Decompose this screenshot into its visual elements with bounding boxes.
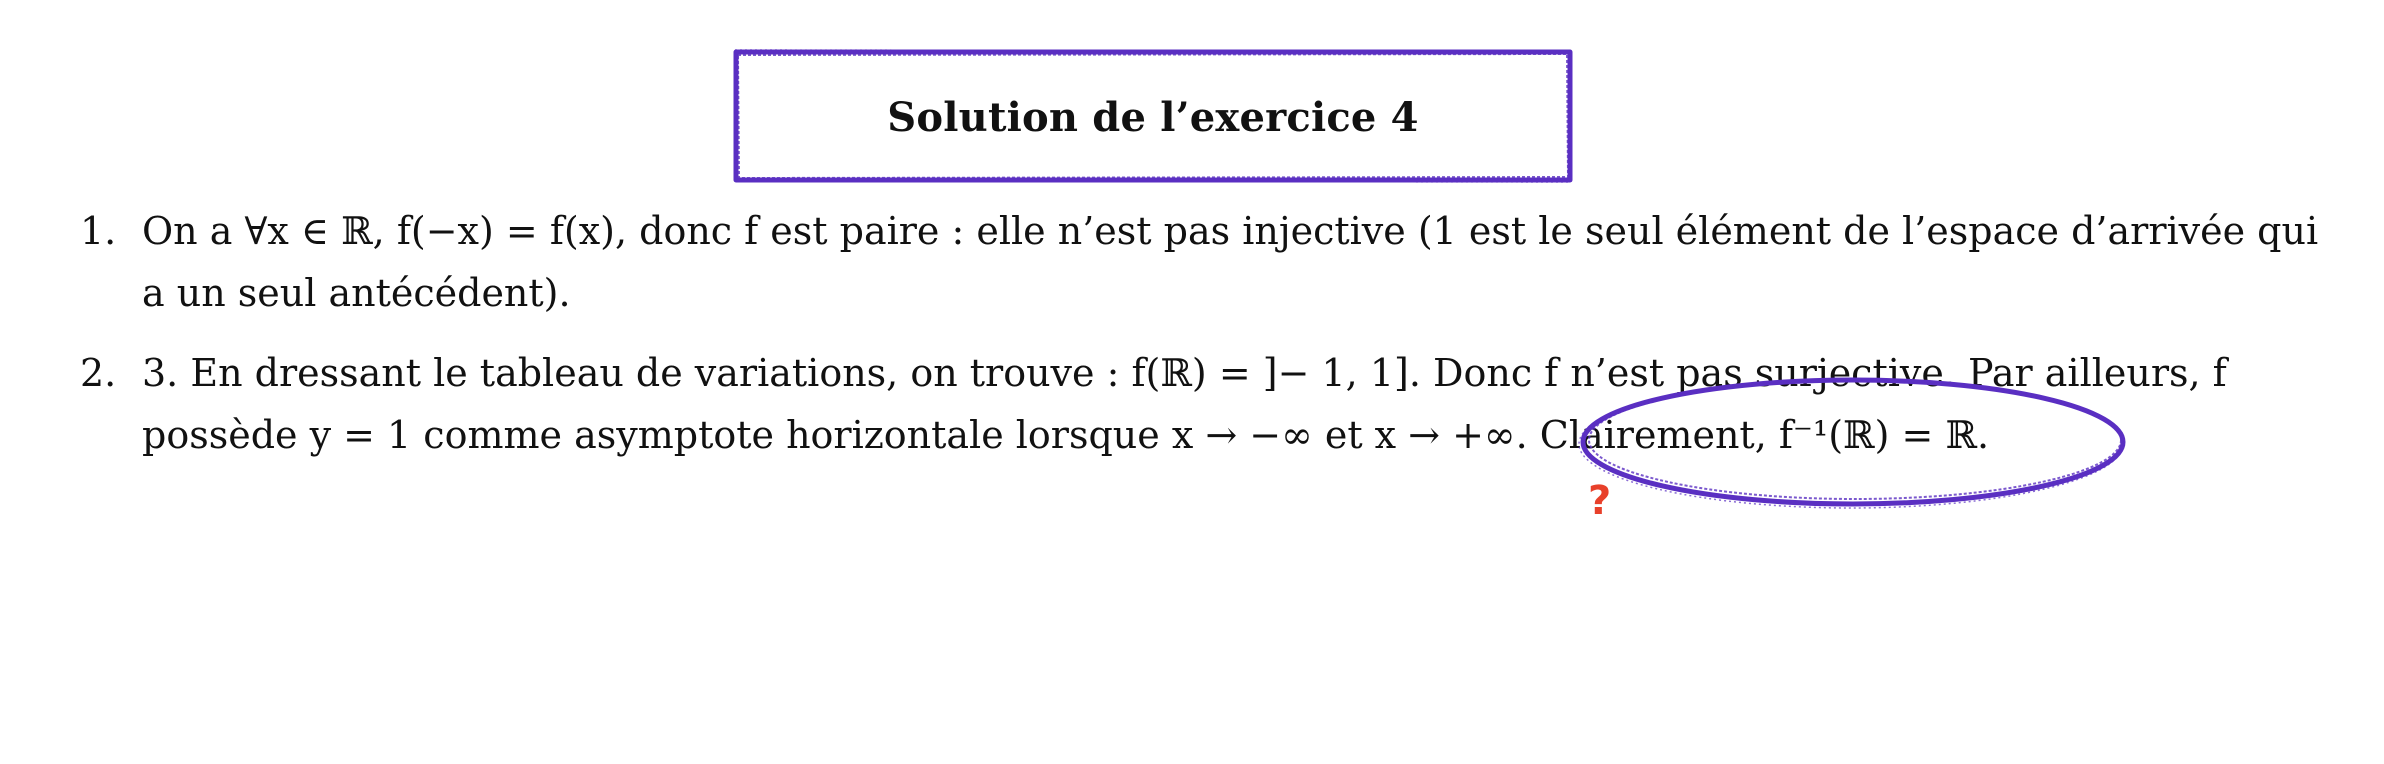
question-mark-annotation: ? — [1588, 478, 1612, 524]
list-item-text: On a ∀x ∈ ℝ, f(−x) = f(x), donc f est paire : elle n’est pas injective (1 est le seul élément de l’espace d’arrivée qui a un seul antécédent). — [142, 209, 2319, 315]
list-item-text: 3. En dressant le tableau de variations, on trouve : f(ℝ) = ]− 1, 1]. Donc f n’est pas surjective. Par ailleurs, f possède y = 1 comme asymptote horizontale lorsque x → −∞ et x → +∞. Clairement, f⁻¹(ℝ) = ℝ. — [142, 351, 2227, 457]
list-item — [80, 200, 2320, 324]
list-item-number: 2. — [80, 351, 117, 395]
list-item-number: 1. — [80, 209, 117, 253]
title-box — [732, 48, 1574, 184]
hand-drawn-ellipse-annotation — [1576, 372, 2130, 512]
page-title: Solution de l’exercice 4 — [887, 94, 1419, 141]
